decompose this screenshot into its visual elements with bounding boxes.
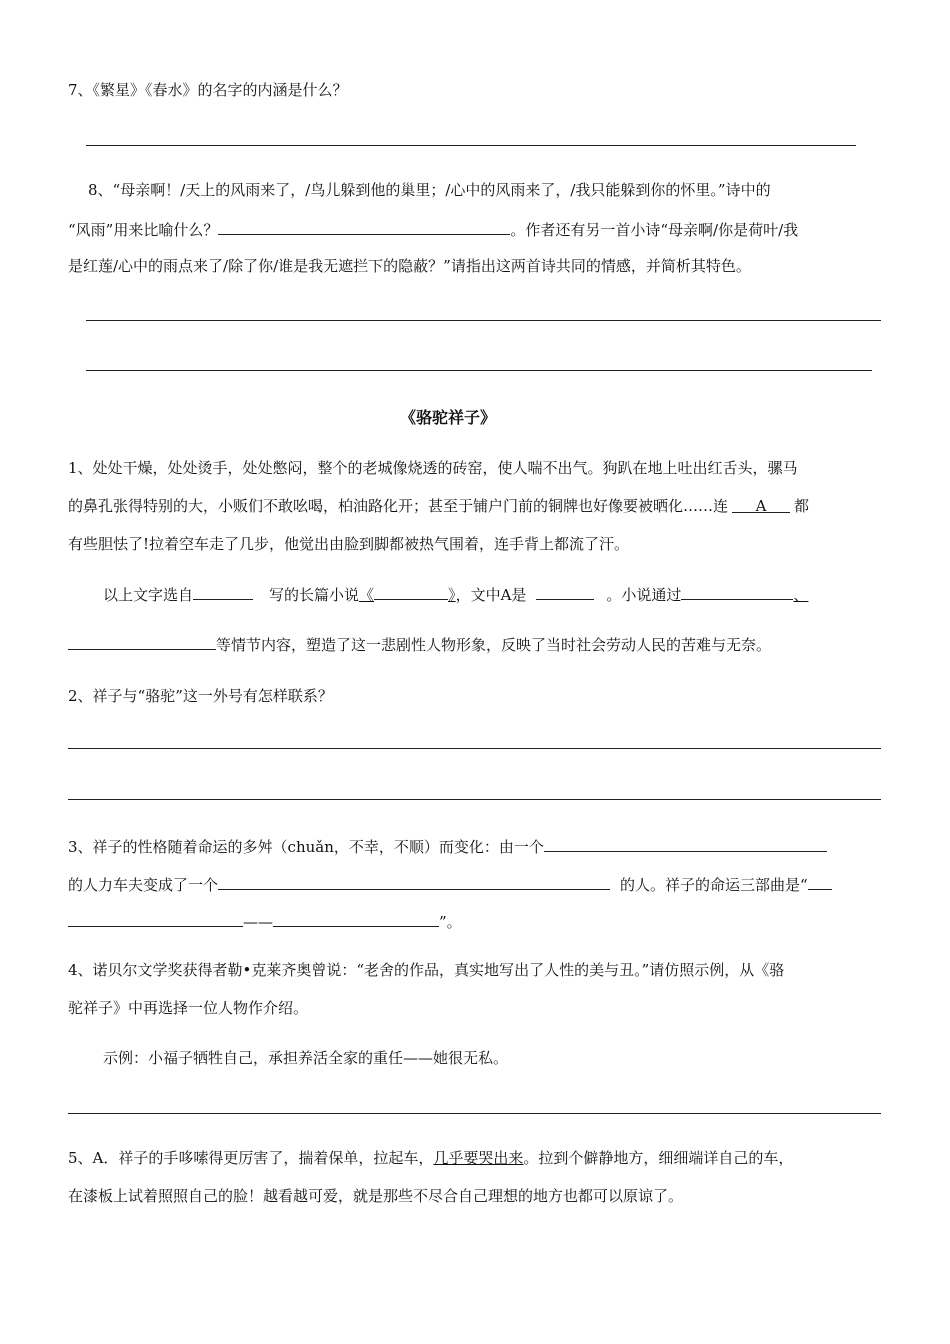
- fill-text: 写的长篇小说: [269, 586, 360, 604]
- answer-line[interactable]: [68, 799, 881, 800]
- question-8-line-1: 8、“母亲啊！/天上的风雨来了，/鸟儿躲到他的巢里；/心中的风雨来了，/我只能躲到你的怀里。”诗中的: [88, 181, 771, 199]
- passage-text: 的鼻孔张得特别的大，小贩们不敢吆喝，柏油路化开；甚至于铺户门前的铜牌也好像要被晒化……连: [68, 497, 729, 515]
- question-4-example: 示例：小福子牺牲自己，承担养活全家的重任——她很无私。: [103, 1049, 509, 1067]
- blank-a: A: [732, 496, 790, 513]
- answer-line[interactable]: [86, 145, 856, 146]
- plot-blank-2[interactable]: [68, 633, 216, 650]
- question-3-line-1: [68, 835, 827, 857]
- fill-text: 以上文字选自: [103, 586, 194, 604]
- fill-text: 等情节内容，塑造了这一悲剧性人物形象，反映了当时社会劳动人民的苦难与无奈。: [216, 636, 772, 654]
- question-3-text: 的人。祥子的命运三部曲是“: [620, 876, 808, 894]
- answer-line[interactable]: [86, 320, 881, 321]
- underlined-phrase: 几乎要哭出来: [433, 1149, 524, 1167]
- answer-blank[interactable]: [68, 910, 100, 927]
- question-4-line-1: 4、诺贝尔文学奖获得者勒•克莱齐奥曾说：“老舍的作品，真实地写出了人性的美与丑。”请仿照示例，从《骆: [68, 961, 785, 979]
- question-5-text: 。拉到个僻静地方，细细端详自己的车，: [523, 1149, 794, 1167]
- fill-line-1: [103, 583, 808, 605]
- answer-blank[interactable]: [808, 873, 832, 890]
- question-8-line-2: [68, 218, 798, 240]
- question-3-text: 的人力车夫变成了一个: [68, 876, 219, 894]
- section-title: 《骆驼祥子》: [400, 408, 497, 427]
- fill-text: ，文中A是: [455, 586, 527, 604]
- fill-line-2: [68, 633, 771, 655]
- question-4-line-2: 驼祥子》中再选择一位人物作介绍。: [68, 999, 309, 1017]
- answer-blank[interactable]: [544, 835, 827, 852]
- question-5-line-2: 在漆板上试着照照自己的脸！越看越可爱，就是那些不尽合自己理想的地方也都可以原谅了。: [68, 1187, 684, 1205]
- answer-blank[interactable]: [218, 873, 610, 890]
- passage-1-line-2: [68, 496, 809, 516]
- passage-text: 都: [794, 497, 810, 515]
- question-2: 2、祥子与“骆驼”这一外号有怎样联系？: [68, 687, 333, 705]
- passage-1-line-3: 有些胆怯了!拉着空车走了几步，他觉出由脸到脚都被热气围着，连手背上都流了汗。: [68, 535, 630, 553]
- question-8-line-3: 是红莲/心中的雨点来了/除了你/谁是我无遮拦下的隐蔽？”请指出这两首诗共同的情感，并简析其特色。: [68, 257, 751, 275]
- answer-line[interactable]: [68, 1113, 881, 1114]
- fill-text: 、: [793, 586, 809, 604]
- question-8-text: 。作者还有另一首小诗“母亲啊/你是荷叶/我: [510, 221, 799, 239]
- fill-text: 。小说通过: [606, 586, 682, 604]
- question-5-line-1: [68, 1148, 793, 1168]
- passage-1-line-1: 1、处处干燥，处处烫手，处处憋闷，整个的老城像烧透的砖窑，使人喘不出气。狗趴在地上吐出红舌头，骡马: [68, 459, 798, 477]
- question-8-text: “风雨”用来比喻什么？: [68, 221, 219, 239]
- answer-line[interactable]: [86, 370, 872, 371]
- answer-blank[interactable]: [100, 910, 243, 927]
- book-close-mark: 》: [448, 586, 456, 604]
- book-open-mark: 《: [359, 586, 375, 604]
- answer-blank[interactable]: [218, 218, 510, 235]
- question-3-line-3: [68, 910, 462, 932]
- a-answer-blank[interactable]: [536, 583, 594, 600]
- dash: ——: [243, 913, 273, 931]
- plot-blank-1[interactable]: [681, 583, 793, 600]
- question-3-line-2: [68, 873, 832, 895]
- question-7: 7、《繁星》《春水》的名字的内涵是什么？: [68, 81, 348, 99]
- answer-line[interactable]: [68, 748, 881, 749]
- author-blank[interactable]: [193, 583, 253, 600]
- answer-blank[interactable]: [273, 910, 439, 927]
- book-title-blank[interactable]: [374, 583, 448, 600]
- question-3-text: 3、祥子的性格随着命运的多舛（chuǎn，不幸，不顺）而变化：由一个: [68, 838, 544, 856]
- question-3-text: ”。: [439, 913, 462, 931]
- question-5-text: 5、A．祥子的手哆嗦得更厉害了，揣着保单，拉起车，: [68, 1149, 434, 1167]
